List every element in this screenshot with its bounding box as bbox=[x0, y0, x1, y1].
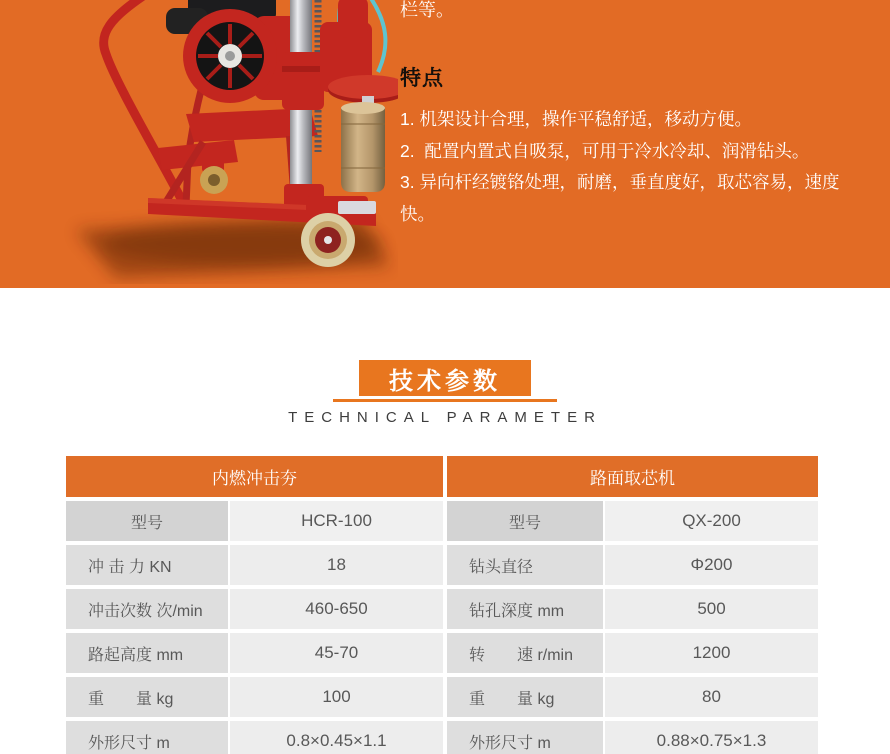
product-photo bbox=[38, 0, 398, 284]
table-row bbox=[447, 545, 818, 585]
spec-label: 钻头直径 bbox=[447, 545, 603, 585]
spec-value: 460-650 bbox=[230, 589, 443, 629]
spec-label: 型号 bbox=[66, 501, 228, 541]
table-header: 内燃冲击夯 bbox=[66, 456, 443, 497]
spec-label: 重 量 kg bbox=[66, 677, 228, 717]
spec-table-core-drill bbox=[447, 456, 818, 754]
machine-illustration bbox=[38, 0, 398, 284]
spec-value: 100 bbox=[230, 677, 443, 717]
spec-value: 80 bbox=[605, 677, 818, 717]
section-title-en: TECHNICAL PARAMETER bbox=[288, 409, 602, 426]
table-row bbox=[66, 633, 443, 673]
spec-label: 钻孔深度 mm bbox=[447, 589, 603, 629]
table-header: 路面取芯机 bbox=[447, 456, 818, 497]
table-row bbox=[447, 501, 818, 541]
features-heading: 特点 bbox=[400, 67, 444, 90]
spec-label: 重 量 kg bbox=[447, 677, 603, 717]
spec-value: 500 bbox=[605, 589, 818, 629]
spec-value: Φ200 bbox=[605, 545, 818, 585]
feature-item-2: 2. 配置内置式自吸泵，可用于冷水冷却、润滑钻头。 bbox=[400, 140, 810, 161]
table-row bbox=[447, 721, 818, 754]
spec-label: 转 速 r/min bbox=[447, 633, 603, 673]
spec-value: 45-70 bbox=[230, 633, 443, 673]
intro-text-fragment: 栏等。 bbox=[400, 0, 454, 20]
section-title-zh: 技术参数 bbox=[359, 360, 531, 396]
hero-section bbox=[0, 0, 890, 288]
table-row bbox=[66, 501, 443, 541]
spec-value: 0.88×0.75×1.3 bbox=[605, 721, 818, 754]
table-row bbox=[447, 589, 818, 629]
title-underline bbox=[333, 399, 557, 402]
hero-text-block bbox=[400, 0, 852, 230]
spec-value: 1200 bbox=[605, 633, 818, 673]
spec-label: 外形尺寸 m bbox=[447, 721, 603, 754]
spec-tables bbox=[66, 456, 824, 754]
spec-label: 型号 bbox=[447, 501, 603, 541]
table-row bbox=[447, 633, 818, 673]
spec-label: 路起高度 mm bbox=[66, 633, 228, 673]
table-row bbox=[66, 589, 443, 629]
table-row bbox=[66, 721, 443, 754]
spec-label: 冲 击 力 KN bbox=[66, 545, 228, 585]
spec-value: QX-200 bbox=[605, 501, 818, 541]
spec-label: 外形尺寸 m bbox=[66, 721, 228, 754]
feature-item-3: 3. 异向杆经镀铬处理，耐磨，垂直度好，取芯容易，速度快。 bbox=[400, 172, 840, 224]
table-row bbox=[447, 677, 818, 717]
table-row bbox=[66, 677, 443, 717]
features-list bbox=[400, 104, 852, 230]
spec-value: 18 bbox=[230, 545, 443, 585]
spec-label: 冲击次数 次/min bbox=[66, 589, 228, 629]
spec-value: 0.8×0.45×1.1 bbox=[230, 721, 443, 754]
spec-value: HCR-100 bbox=[230, 501, 443, 541]
spec-table-rammer bbox=[66, 456, 443, 754]
table-row bbox=[66, 545, 443, 585]
feature-item-1: 1. 机架设计合理，操作平稳舒适，移动方便。 bbox=[400, 109, 752, 129]
technical-parameter-section-title bbox=[0, 288, 890, 426]
